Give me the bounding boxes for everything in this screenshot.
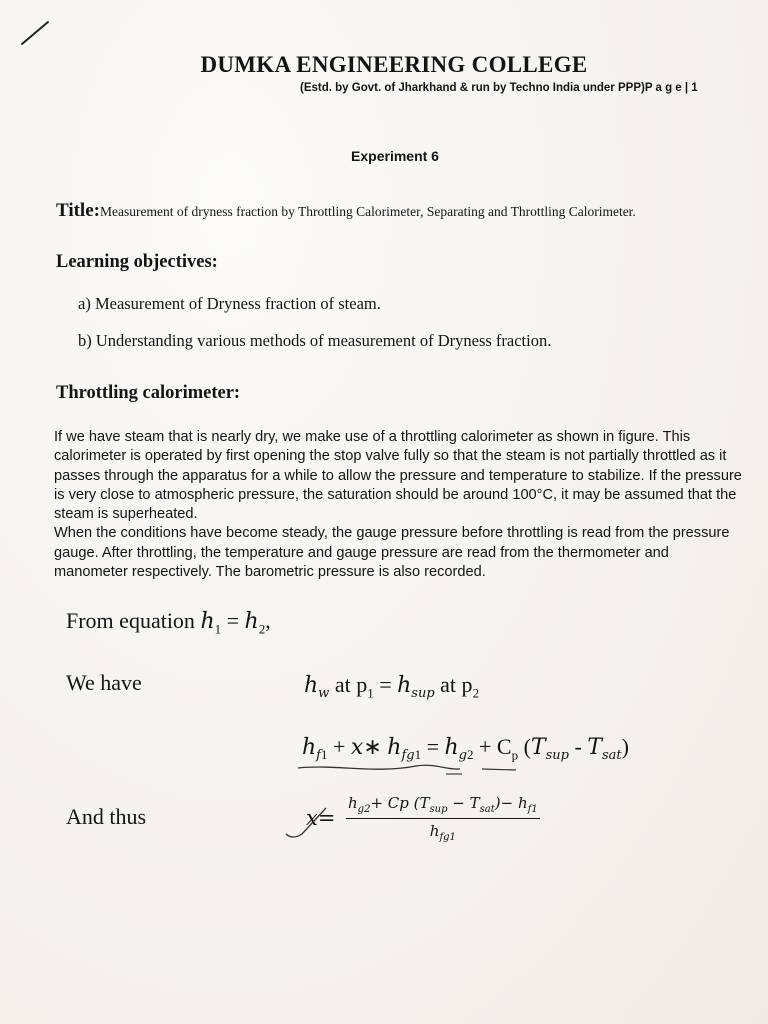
throttling-heading: Throttling calorimeter: [56, 383, 241, 403]
objective-item: a) Measurement of Dryness fraction of steam. [78, 294, 381, 313]
we-have-label: We have [66, 670, 142, 695]
enthalpy-relation: $h_w$ at $p_1 = h_{sup}$ at $p_2$ [304, 672, 480, 702]
energy-balance-equation: $h_{f1}$ + x∗ $h_{fg1} = h_{g2} + C_p$ $(T_{sup} - T_{sat})$ [302, 734, 629, 764]
dryness-fraction-formula [346, 794, 540, 843]
fraction-numerator: $h_{g2}+ Cp$ $(T_{sup} - T_{sat})- h_{f1}$ [346, 794, 540, 819]
paragraph-text: If we have steam that is nearly dry, we make use of a throttling calorimeter as shown in figure. This calorimeter is operated by first opening the stop valve fully so that the steam is not partially throttled as it passes through the apparatus for a while to allow the pressure and temperature to stabilize. If the pressure is very close to atmospheric pressure, the saturation should be around 100°C, it may be assumed that the steam is superheated. [54, 429, 742, 523]
enthalpy-equality: $h_1 = h_2$, [200, 608, 271, 637]
x-variable: x= [306, 806, 336, 830]
from-equation-label: From equation [66, 608, 195, 633]
learning-objectives-heading: Learning objectives: [56, 252, 218, 272]
handwritten-underline [296, 760, 536, 782]
fraction-denominator: $h_{fg1}$ [429, 822, 456, 843]
paragraph-text: When the conditions have become steady, the gauge pressure before throttling is read from the pressure gauge. After throttling, the temperature and gauge pressure are read from the thermometer and manometer respectively. The barometric pressure is also recorded. [54, 525, 730, 581]
pen-mark [20, 20, 50, 46]
title-label: Title: [56, 200, 100, 221]
objective-item: b) Understanding various methods of measurement of Dryness fraction. [78, 331, 552, 350]
establishment-note: (Estd. by Govt. of Jharkhand & run by Techno India under PPP)P a g e | 1 [300, 82, 698, 94]
handwritten-checkmark [282, 804, 332, 844]
college-name: DUMKA ENGINEERING COLLEGE [200, 52, 588, 77]
title-line [56, 200, 636, 222]
throttling-paragraph [54, 428, 744, 582]
experiment-number: Experiment 6 [351, 148, 439, 164]
and-thus-label: And thus [66, 804, 147, 829]
title-text: Measurement of dryness fraction by Throttling Calorimeter, Separating and Throttling Calorimeter. [99, 204, 636, 219]
equation-intro [66, 608, 271, 637]
